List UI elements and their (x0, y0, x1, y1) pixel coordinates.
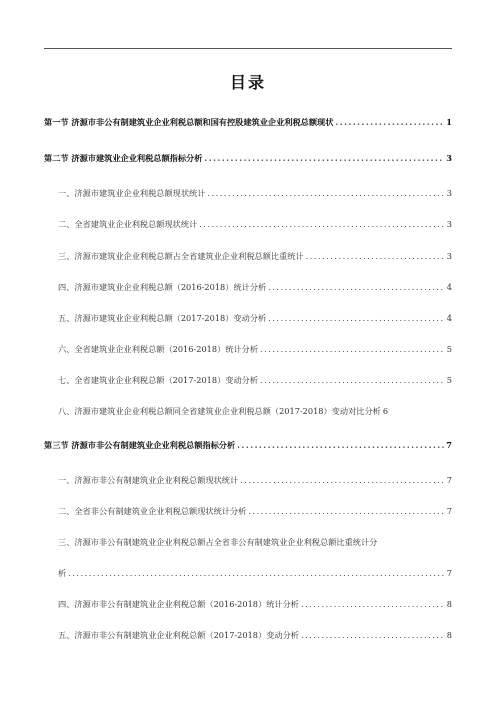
toc-page-number: 5 (446, 344, 452, 354)
toc-entry-label: 第二节 济源市建筑业企业利税总额指标分析 (44, 153, 203, 163)
toc-page-number: 5 (446, 375, 452, 385)
toc-entry-label: 七、全省建筑业企业利税总额（2017-2018）变动分析 (58, 375, 259, 385)
toc-entry-label: 四、济源市建筑业企业利税总额（2016-2018）统计分析 (58, 282, 267, 292)
toc-leader (204, 152, 444, 164)
toc-entry-label: 六、全省建筑业企业利税总额（2016-2018）统计分析 (58, 344, 259, 354)
toc-page-number: 6 (382, 406, 389, 416)
toc-entry-label-continued: 析 (58, 568, 67, 578)
toc-page-number: 3 (446, 153, 452, 163)
toc-leader (237, 439, 444, 451)
toc-page-number: 7 (446, 440, 452, 450)
toc-page-number: 4 (446, 313, 452, 323)
toc-page-number: 8 (446, 630, 452, 640)
toc-entry-label: 第三节 济源市非公有制建筑业企业利税总额指标分析 (44, 440, 236, 450)
toc-entry-wrapped-second-line[interactable] (58, 567, 452, 579)
toc-entry[interactable] (58, 598, 452, 610)
toc-leader (306, 250, 445, 262)
toc-entry-label: 一、济源市非公有制建筑业企业利税总额现状统计 (58, 475, 239, 485)
toc-leader (268, 312, 445, 324)
toc-entry[interactable] (58, 374, 452, 386)
toc-entry-label: 一、济源市建筑业企业利税总额现状统计 (58, 188, 206, 198)
toc-page-number: 8 (446, 599, 452, 609)
toc-page-number: 1 (446, 117, 452, 127)
toc-entry[interactable] (58, 343, 452, 355)
toc-leader (199, 218, 445, 230)
toc-leader (301, 629, 445, 641)
toc-entry-section-1[interactable] (44, 116, 452, 128)
toc-page-number: 7 (446, 506, 452, 516)
toc-leader (240, 474, 445, 486)
toc-entry[interactable] (58, 629, 452, 641)
toc-entry-label: 五、济源市建筑业企业利税总额（2017-2018）变动分析 (58, 313, 267, 323)
toc-entry-section-2[interactable] (44, 152, 452, 164)
toc-leader (207, 187, 444, 199)
toc-entry[interactable] (58, 187, 452, 199)
toc-entry[interactable] (58, 505, 452, 517)
toc-page-number: 3 (446, 251, 452, 261)
toc-entry[interactable] (58, 312, 452, 324)
toc-leader (68, 567, 445, 579)
toc-entry-label: 三、济源市非公有制建筑业企业利税总额占全省非公有制建筑业企业利税总额比重统计分 (58, 537, 378, 547)
toc-entry-label: 五、济源市非公有制建筑业企业利税总额（2017-2018）变动分析 (58, 630, 299, 640)
toc-entry-label: 二、全省建筑业企业利税总额现状统计 (58, 219, 198, 229)
toc-entry[interactable] (58, 405, 452, 417)
toc-leader (301, 598, 445, 610)
toc-page-number: 4 (446, 282, 452, 292)
toc-entry[interactable] (58, 474, 452, 486)
toc-entry-label: 二、全省非公有制建筑业企业利税总额现状统计分析 (58, 506, 247, 516)
top-rule (44, 48, 452, 49)
toc-leader (260, 374, 445, 386)
toc-leader (248, 505, 444, 517)
toc-leader (260, 343, 445, 355)
toc-entry-wrapped-first-line[interactable] (58, 536, 452, 548)
toc-page-number: 3 (446, 188, 452, 198)
toc-entry-label: 第一节 济源市非公有制建筑业企业利税总额和国有控股建筑业企业利税总额现状 (44, 117, 334, 127)
toc-entry[interactable] (58, 218, 452, 230)
page-title: 目录 (229, 73, 266, 92)
toc-entry[interactable] (58, 281, 452, 293)
toc-page-number: 7 (446, 568, 452, 578)
toc-page-number: 7 (446, 475, 452, 485)
toc-entry-label: 八、济源市建筑业企业利税总额同全省建筑业企业利税总额（2017-2018）变动对比分析 (58, 406, 381, 416)
toc-leader (335, 116, 444, 128)
toc-entry-label: 四、济源市非公有制建筑业企业利税总额（2016-2018）统计分析 (58, 599, 299, 609)
toc-page-number: 3 (446, 219, 452, 229)
toc-entry-label: 三、济源市建筑业企业利税总额占全省建筑业企业利税总额比重统计 (58, 251, 304, 261)
toc-leader (268, 281, 445, 293)
toc-entry-section-3[interactable] (44, 439, 452, 451)
toc-entry[interactable] (58, 250, 452, 262)
